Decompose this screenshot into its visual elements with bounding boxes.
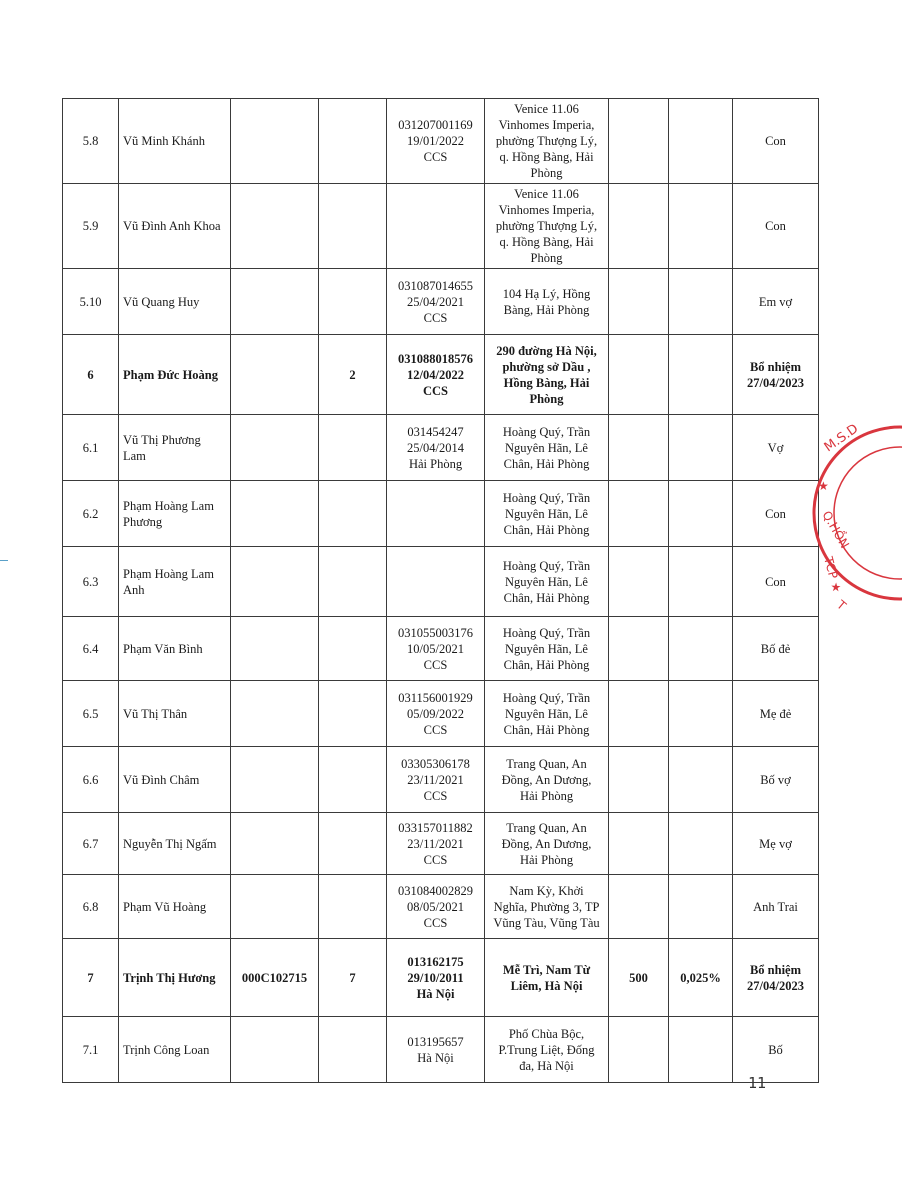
related-persons-table bbox=[62, 98, 819, 1083]
id-document-cell-text: 031207001169 19/01/2022 CCS bbox=[398, 118, 473, 164]
shares-cell bbox=[609, 939, 669, 1017]
relation-number-cell-text: 7 bbox=[349, 970, 356, 985]
account-cell bbox=[231, 547, 319, 617]
shares-cell bbox=[609, 681, 669, 747]
table-row bbox=[63, 747, 819, 813]
name-cell-text: Phạm Đức Hoàng bbox=[123, 367, 219, 382]
name-cell-text: Trịnh Thị Hương bbox=[123, 970, 216, 985]
note-cell bbox=[733, 481, 819, 547]
note-cell-text: Em vợ bbox=[758, 294, 793, 309]
shares-cell bbox=[609, 269, 669, 335]
stt-cell bbox=[63, 747, 119, 813]
ratio-cell bbox=[669, 875, 733, 939]
table-row bbox=[63, 939, 819, 1017]
stt-cell bbox=[63, 335, 119, 415]
address-cell-text: Nam Kỳ, Khởi Nghĩa, Phường 3, TP Vũng Tàu, Vũng Tàu bbox=[493, 883, 600, 930]
account-cell bbox=[231, 335, 319, 415]
shares-cell bbox=[609, 335, 669, 415]
name-cell bbox=[119, 617, 231, 681]
shares-cell bbox=[609, 813, 669, 875]
name-cell bbox=[119, 875, 231, 939]
table-row bbox=[63, 617, 819, 681]
address-cell bbox=[485, 1017, 609, 1083]
address-cell-text: Phố Chùa Bộc, P.Trung Liệt, Đống đa, Hà Nội bbox=[498, 1026, 595, 1073]
name-cell bbox=[119, 1017, 231, 1083]
stt-cell-text: 6.3 bbox=[82, 574, 99, 589]
account-cell bbox=[231, 415, 319, 481]
note-cell bbox=[733, 335, 819, 415]
address-cell-text: 290 đường Hà Nội, phường sở Dầu , Hồng Bàng, Hải Phòng bbox=[496, 343, 597, 406]
id-document-cell bbox=[387, 1017, 485, 1083]
name-cell-text: Phạm Vũ Hoàng bbox=[123, 899, 207, 914]
name-cell bbox=[119, 939, 231, 1017]
address-cell bbox=[485, 184, 609, 269]
table-row bbox=[63, 269, 819, 335]
id-document-cell bbox=[387, 415, 485, 481]
stt-cell bbox=[63, 681, 119, 747]
table-row bbox=[63, 547, 819, 617]
stt-cell bbox=[63, 415, 119, 481]
id-document-cell-text: 031087014655 25/04/2021 CCS bbox=[398, 278, 473, 325]
account-cell bbox=[231, 681, 319, 747]
stt-cell bbox=[63, 547, 119, 617]
note-cell-text: Bố vợ bbox=[760, 772, 791, 787]
stt-cell bbox=[63, 875, 119, 939]
table-row bbox=[63, 415, 819, 481]
stt-cell-text: 6.4 bbox=[82, 641, 99, 656]
note-cell-text: Vợ bbox=[767, 440, 784, 455]
stt-cell-text: 6.6 bbox=[82, 772, 99, 787]
stt-cell bbox=[63, 184, 119, 269]
account-cell bbox=[231, 875, 319, 939]
table-row bbox=[63, 184, 819, 269]
address-cell bbox=[485, 547, 609, 617]
account-cell bbox=[231, 1017, 319, 1083]
table-row bbox=[63, 813, 819, 875]
note-cell-text: Bổ nhiệm 27/04/2023 bbox=[747, 359, 804, 390]
name-cell bbox=[119, 99, 231, 184]
note-cell-text: Bổ nhiệm 27/04/2023 bbox=[747, 962, 804, 993]
stt-cell bbox=[63, 813, 119, 875]
shares-cell-text: 500 bbox=[629, 970, 648, 985]
address-cell-text: Hoàng Quý, Trần Nguyên Hãn, Lê Chân, Hải Phòng bbox=[502, 490, 591, 537]
relation-number-cell bbox=[319, 184, 387, 269]
shares-cell bbox=[609, 617, 669, 681]
ratio-cell bbox=[669, 939, 733, 1017]
svg-text:Q.HỒN: Q.HỒN bbox=[819, 508, 852, 551]
relation-number-cell bbox=[319, 335, 387, 415]
note-cell bbox=[733, 415, 819, 481]
stt-cell-text: 5.8 bbox=[82, 134, 99, 148]
svg-text:T: T bbox=[834, 597, 849, 614]
id-document-cell bbox=[387, 813, 485, 875]
relation-number-cell bbox=[319, 813, 387, 875]
id-document-cell bbox=[387, 875, 485, 939]
table-row bbox=[63, 99, 819, 184]
name-cell bbox=[119, 335, 231, 415]
address-cell-text: Venice 11.06 Vinhomes Imperia, phường Thượng Lý, q. Hồng Bàng, Hải Phòng bbox=[495, 102, 598, 180]
relation-number-cell-text: 2 bbox=[349, 367, 356, 382]
id-document-cell-text: 033157011882 23/11/2021 CCS bbox=[398, 820, 473, 867]
table-body bbox=[63, 99, 819, 1083]
relation-number-cell bbox=[319, 939, 387, 1017]
shares-cell bbox=[609, 547, 669, 617]
name-cell-text: Trịnh Công Loan bbox=[123, 1042, 210, 1057]
ratio-cell bbox=[669, 617, 733, 681]
address-cell-text: Hoàng Quý, Trần Nguyên Hãn, Lê Chân, Hải Phòng bbox=[502, 625, 591, 672]
account-cell bbox=[231, 99, 319, 184]
id-document-cell bbox=[387, 481, 485, 547]
shares-cell bbox=[609, 1017, 669, 1083]
id-document-cell bbox=[387, 681, 485, 747]
relation-number-cell bbox=[319, 681, 387, 747]
ratio-cell bbox=[669, 813, 733, 875]
relation-number-cell bbox=[319, 547, 387, 617]
id-document-cell-text: 013162175 29/10/2011 Hà Nội bbox=[407, 954, 464, 1001]
name-cell-text: Phạm Hoàng Lam Phương bbox=[123, 498, 214, 529]
id-document-cell-text: 031055003176 10/05/2021 CCS bbox=[398, 625, 473, 672]
stt-cell bbox=[63, 1017, 119, 1083]
address-cell bbox=[485, 875, 609, 939]
note-cell-text: Mẹ vợ bbox=[759, 836, 792, 851]
ratio-cell bbox=[669, 1017, 733, 1083]
shares-cell bbox=[609, 184, 669, 269]
shares-cell bbox=[609, 481, 669, 547]
id-document-cell bbox=[387, 547, 485, 617]
id-document-cell-text: 031454247 25/04/2014 Hải Phòng bbox=[407, 424, 464, 471]
id-document-cell-text: 013195657 Hà Nội bbox=[407, 1034, 464, 1065]
name-cell bbox=[119, 547, 231, 617]
name-cell bbox=[119, 184, 231, 269]
relation-number-cell bbox=[319, 875, 387, 939]
ratio-cell bbox=[669, 184, 733, 269]
address-cell bbox=[485, 269, 609, 335]
company-seal-icon bbox=[812, 408, 902, 628]
relation-number-cell bbox=[319, 1017, 387, 1083]
note-cell-text: Con bbox=[765, 506, 786, 521]
stt-cell-text: 6.5 bbox=[82, 706, 99, 721]
account-cell bbox=[231, 184, 319, 269]
table-row bbox=[63, 335, 819, 415]
note-cell-text: Bố bbox=[768, 1042, 783, 1057]
id-document-cell bbox=[387, 99, 485, 184]
note-cell bbox=[733, 184, 819, 269]
note-cell bbox=[733, 875, 819, 939]
id-document-cell-text: 03305306178 23/11/2021 CCS bbox=[401, 756, 470, 803]
stt-cell-text: 6.2 bbox=[82, 506, 99, 521]
ratio-cell bbox=[669, 335, 733, 415]
note-cell-text: Con bbox=[765, 134, 786, 148]
address-cell-text: Hoàng Quý, Trần Nguyên Hãn, Lê Chân, Hải Phòng bbox=[502, 558, 591, 605]
address-cell-text: Mễ Trì, Nam Từ Liêm, Hà Nội bbox=[502, 962, 591, 993]
ratio-cell bbox=[669, 681, 733, 747]
account-cell bbox=[231, 939, 319, 1017]
note-cell-text: Con bbox=[765, 219, 786, 233]
account-cell-text: 000C102715 bbox=[241, 970, 308, 985]
stt-cell-text: 6 bbox=[87, 367, 94, 382]
address-cell bbox=[485, 481, 609, 547]
shares-cell bbox=[609, 747, 669, 813]
account-cell bbox=[231, 269, 319, 335]
address-cell-text: Trang Quan, An Đồng, An Dương, Hải Phòng bbox=[501, 756, 592, 803]
shares-cell bbox=[609, 415, 669, 481]
name-cell-text: Nguyễn Thị Ngấm bbox=[123, 836, 217, 851]
address-cell-text: 104 Hạ Lý, Hồng Bàng, Hải Phòng bbox=[502, 286, 591, 317]
address-cell-text: Trang Quan, An Đồng, An Dương, Hải Phòng bbox=[501, 820, 592, 867]
stt-cell bbox=[63, 99, 119, 184]
name-cell-text: Vũ Thị Thân bbox=[123, 706, 188, 721]
ratio-cell bbox=[669, 547, 733, 617]
address-cell bbox=[485, 813, 609, 875]
stt-cell-text: 6.7 bbox=[82, 836, 99, 851]
id-document-cell bbox=[387, 747, 485, 813]
name-cell-text: Vũ Thị Phương Lam bbox=[123, 432, 201, 463]
table-row bbox=[63, 681, 819, 747]
svg-text:TCP ★: TCP ★ bbox=[821, 555, 845, 595]
relation-number-cell bbox=[319, 415, 387, 481]
address-cell bbox=[485, 939, 609, 1017]
account-cell bbox=[231, 747, 319, 813]
name-cell-text: Vũ Đình Châm bbox=[123, 772, 200, 787]
stt-cell bbox=[63, 269, 119, 335]
name-cell-text: Vũ Minh Khánh bbox=[123, 134, 205, 148]
ratio-cell-text: 0,025% bbox=[680, 970, 721, 985]
note-cell bbox=[733, 747, 819, 813]
ratio-cell bbox=[669, 269, 733, 335]
account-cell bbox=[231, 617, 319, 681]
svg-text:M.S.D: M.S.D bbox=[821, 421, 862, 456]
stt-cell-text: 7 bbox=[87, 970, 94, 985]
address-cell bbox=[485, 681, 609, 747]
stt-cell bbox=[63, 939, 119, 1017]
stt-cell-text: 7.1 bbox=[82, 1042, 99, 1057]
stt-cell-text: 5.10 bbox=[79, 294, 102, 309]
page-number: 11 bbox=[748, 1074, 767, 1092]
relation-number-cell bbox=[319, 269, 387, 335]
note-cell bbox=[733, 1017, 819, 1083]
stt-cell bbox=[63, 481, 119, 547]
relation-number-cell bbox=[319, 617, 387, 681]
stt-cell-text: 6.8 bbox=[82, 899, 99, 914]
address-cell bbox=[485, 335, 609, 415]
address-cell bbox=[485, 415, 609, 481]
shares-cell bbox=[609, 875, 669, 939]
ratio-cell bbox=[669, 481, 733, 547]
ratio-cell bbox=[669, 747, 733, 813]
id-document-cell-text: 031156001929 05/09/2022 CCS bbox=[398, 690, 473, 737]
table-row bbox=[63, 875, 819, 939]
shares-cell bbox=[609, 99, 669, 184]
stt-cell bbox=[63, 617, 119, 681]
stt-cell-text: 5.9 bbox=[82, 219, 99, 233]
name-cell bbox=[119, 415, 231, 481]
address-cell-text: Hoàng Quý, Trần Nguyên Hãn, Lê Chân, Hải Phòng bbox=[502, 424, 591, 471]
account-cell bbox=[231, 813, 319, 875]
relation-number-cell bbox=[319, 99, 387, 184]
relation-number-cell bbox=[319, 481, 387, 547]
note-cell bbox=[733, 617, 819, 681]
name-cell-text: Vũ Quang Huy bbox=[123, 294, 200, 309]
name-cell-text: Vũ Đình Anh Khoa bbox=[123, 219, 221, 233]
address-cell-text: Hoàng Quý, Trần Nguyên Hãn, Lê Chân, Hải Phòng bbox=[502, 690, 591, 737]
note-cell-text: Mẹ đẻ bbox=[759, 706, 792, 721]
address-cell bbox=[485, 617, 609, 681]
id-document-cell bbox=[387, 939, 485, 1017]
name-cell bbox=[119, 481, 231, 547]
name-cell bbox=[119, 747, 231, 813]
address-cell bbox=[485, 99, 609, 184]
name-cell bbox=[119, 813, 231, 875]
name-cell-text: Phạm Hoàng Lam Anh bbox=[123, 566, 214, 597]
note-cell bbox=[733, 939, 819, 1017]
ratio-cell bbox=[669, 415, 733, 481]
table-row bbox=[63, 481, 819, 547]
svg-text:★: ★ bbox=[818, 479, 829, 493]
note-cell-text: Con bbox=[765, 574, 786, 589]
id-document-cell-text: 031084002829 08/05/2021 CCS bbox=[398, 883, 473, 930]
name-cell bbox=[119, 269, 231, 335]
scan-artifact bbox=[0, 560, 8, 561]
name-cell-text: Phạm Văn Bình bbox=[123, 641, 203, 656]
note-cell bbox=[733, 547, 819, 617]
address-cell-text: Venice 11.06 Vinhomes Imperia, phường Thượng Lý, q. Hồng Bàng, Hải Phòng bbox=[495, 187, 598, 265]
id-document-cell bbox=[387, 335, 485, 415]
note-cell bbox=[733, 813, 819, 875]
ratio-cell bbox=[669, 99, 733, 184]
name-cell bbox=[119, 681, 231, 747]
note-cell bbox=[733, 681, 819, 747]
stt-cell-text: 6.1 bbox=[82, 440, 99, 455]
id-document-cell-text: 031088018576 12/04/2022 CCS bbox=[398, 351, 473, 398]
table-row bbox=[63, 1017, 819, 1083]
id-document-cell bbox=[387, 184, 485, 269]
id-document-cell bbox=[387, 269, 485, 335]
id-document-cell bbox=[387, 617, 485, 681]
relation-number-cell bbox=[319, 747, 387, 813]
address-cell bbox=[485, 747, 609, 813]
account-cell bbox=[231, 481, 319, 547]
note-cell bbox=[733, 269, 819, 335]
note-cell bbox=[733, 99, 819, 184]
note-cell-text: Bố đẻ bbox=[760, 641, 791, 656]
note-cell-text: Anh Trai bbox=[753, 899, 798, 914]
